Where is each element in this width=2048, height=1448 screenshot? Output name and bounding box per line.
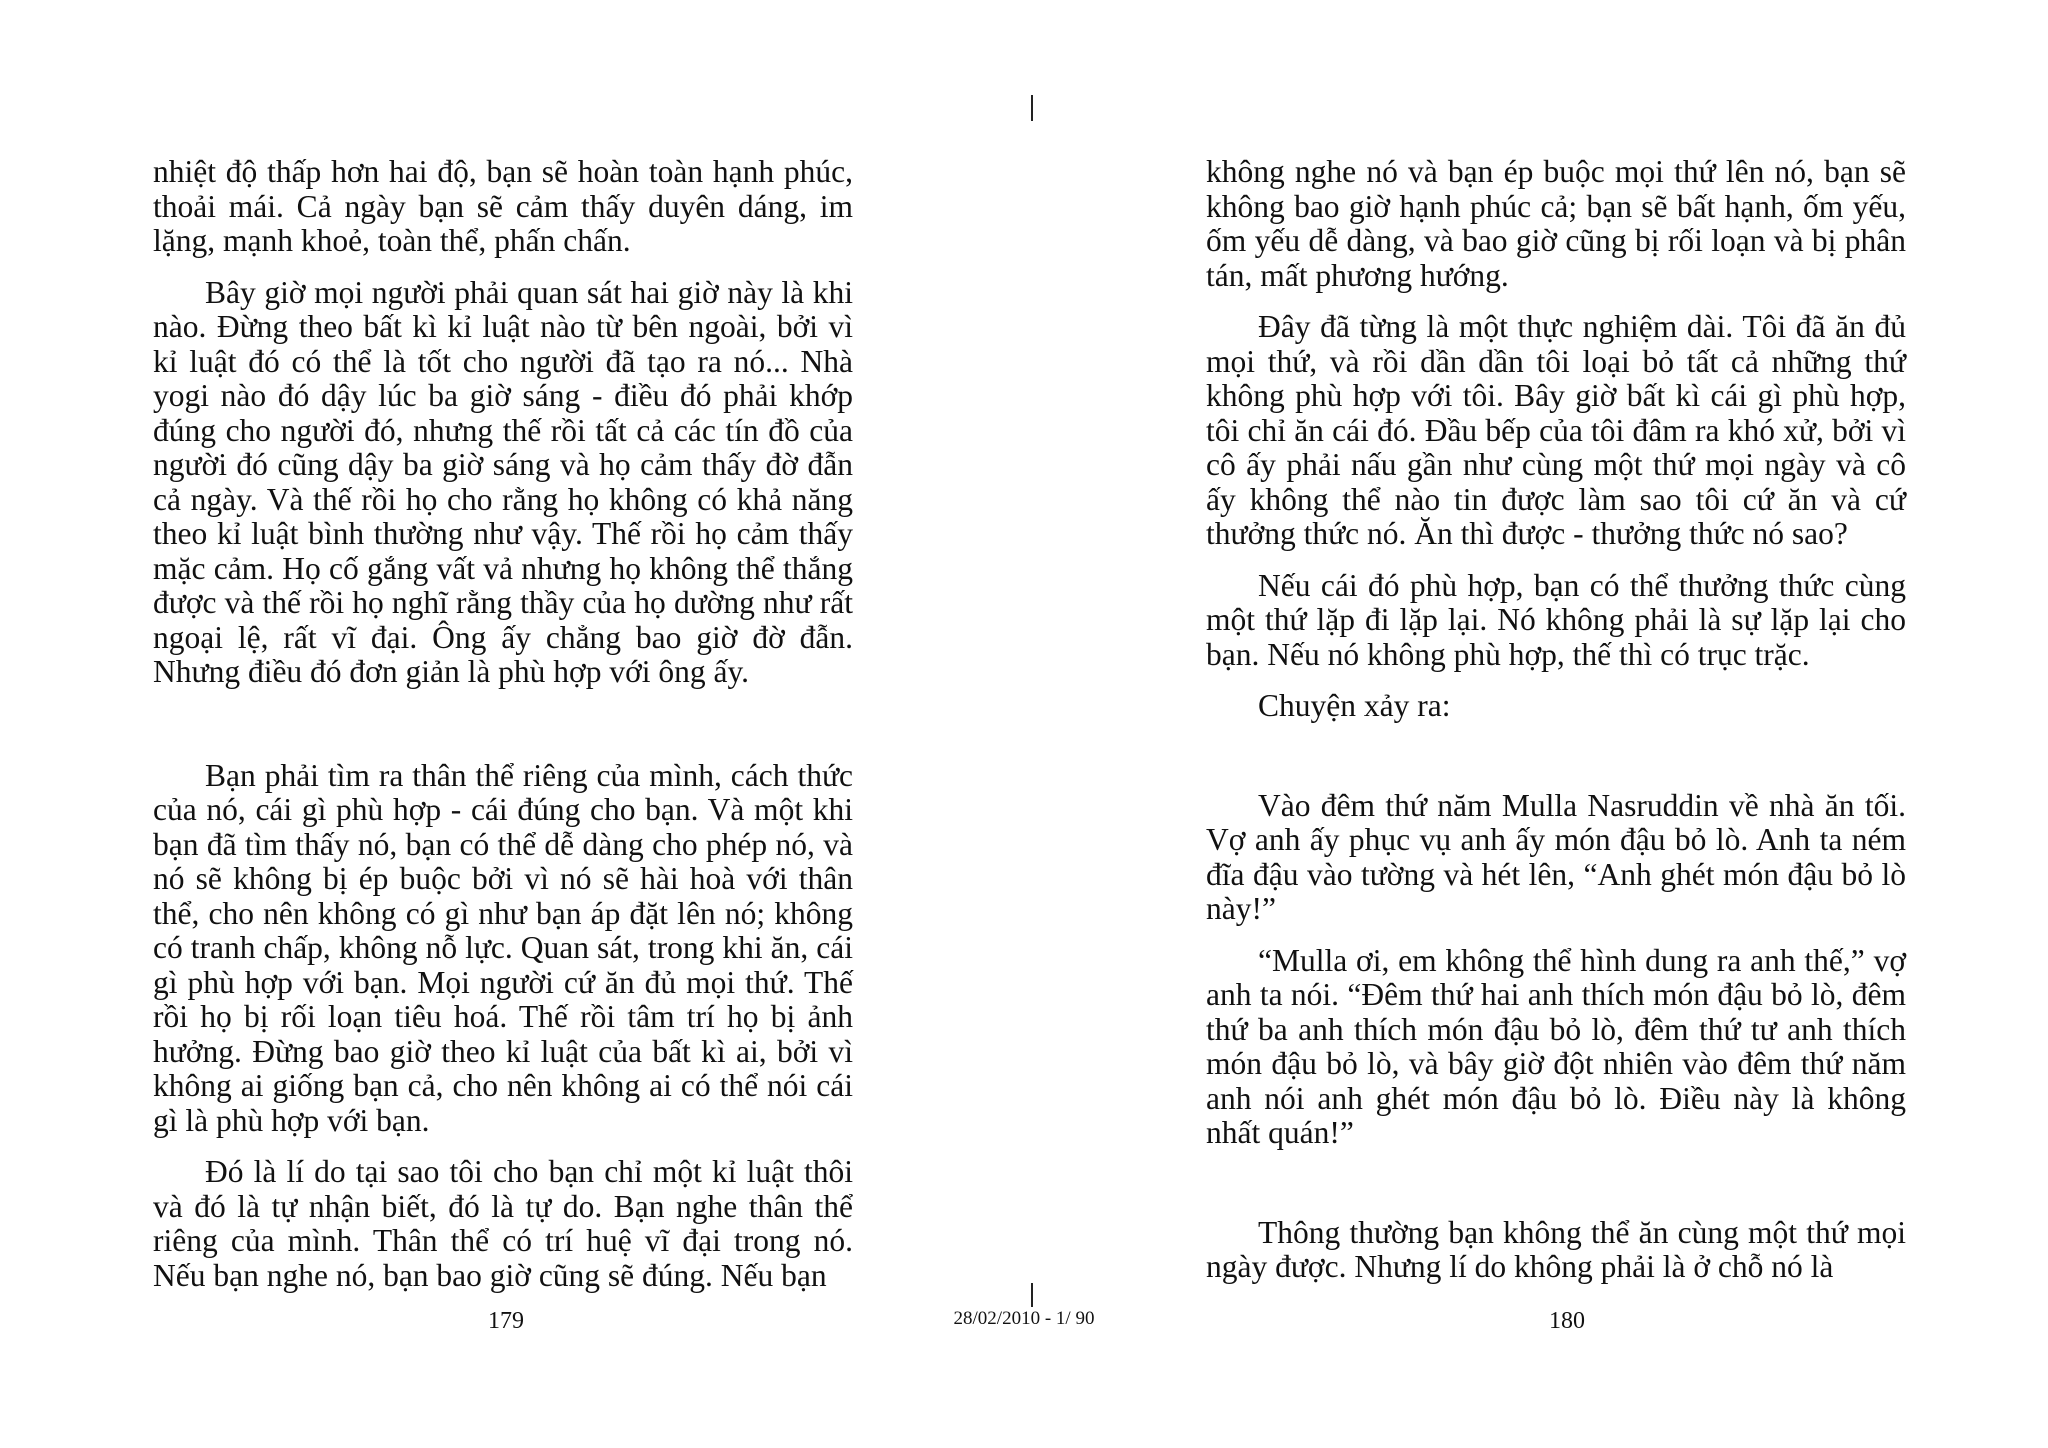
paragraph-gap	[1206, 1168, 1906, 1216]
crop-mark-top	[1031, 95, 1033, 121]
paragraph: Đó là lí do tại sao tôi cho bạn chỉ một kỉ luật thôi và đó là tự nhận biết, đó là tự do. Bạn nghe thân thể riêng của mình. Thân thể có trí huệ vĩ đại trong nó. Nếu bạn nghe nó, bạn bao giờ cũng sẽ đúng. Nếu bạn	[153, 1154, 853, 1293]
page-number-left: 179	[488, 1308, 524, 1334]
paragraph: Bây giờ mọi người phải quan sát hai giờ này là khi nào. Đừng theo bất kì kỉ luật nào từ bên ngoài, bởi vì kỉ luật đó có thể là tốt cho người đã tạo ra nó... Nhà yogi nào đó dậy lúc ba giờ sáng - điều đó phải khớp đúng cho người đó, nhưng thế rồi tất cả các tín đồ của người đó cũng dậy ba giờ sáng và họ cảm thấy đờ đẫn cả ngày. Và thế rồi họ cho rằng họ không có khả năng theo kỉ luật bình thường như vậy. Thế rồi họ cảm thấy mặc cảm. Họ cố gắng vất vả nhưng họ không thể thắng được và thế rồi họ nghĩ rằng thầy của họ dường như rất ngoại lệ, rất vĩ đại. Ông ấy chẳng bao giờ đờ đẫn. Nhưng điều đó đơn giản là phù hợp với ông ấy.	[153, 274, 853, 689]
paragraph: Bạn phải tìm ra thân thể riêng của mình, cách thức của nó, cái gì phù hợp - cái đúng cho bạn. Và một khi bạn đã tìm thấy nó, bạn có thể dễ dàng cho phép nó, và nó sẽ không bị ép buộc bởi vì nó sẽ hài hoà với thân thể, cho nên không có gì như bạn áp đặt lên nó; không có tranh chấp, không nỗ lực. Quan sát, trong khi ăn, cái gì phù hợp với bạn. Mọi người cứ ăn đủ mọi thứ. Thế rồi họ bị rối loạn tiêu hoá. Thế rồi tâm trí họ bị ảnh hưởng. Đừng bao giờ theo kỉ luật của bất kì ai, bởi vì không ai giống bạn cả, cho nên không ai có thể nói cái gì là phù hợp với bạn.	[153, 757, 853, 1138]
crop-mark-bottom	[1031, 1283, 1033, 1307]
paragraph-gap	[153, 707, 853, 759]
paragraph: Nếu cái đó phù hợp, bạn có thể thưởng thức cùng một thứ lặp đi lặp lại. Nó không phải là sự lặp lại cho bạn. Nếu nó không phù hợp, thế thì có trục trặc.	[1206, 567, 1906, 672]
right-page-text	[1206, 155, 1906, 1302]
left-page-text	[153, 155, 853, 1310]
paragraph: Thông thường bạn không thể ăn cùng một thứ mọi ngày được. Nhưng lí do không phải là ở chỗ nó là	[1206, 1214, 1906, 1284]
paragraph: Đây đã từng là một thực nghiệm dài. Tôi đã ăn đủ mọi thứ, và rồi dần dần tôi loại bỏ tất cả những thứ không phù hợp với tôi. Bây giờ bất kì cái gì phù hợp, tôi chỉ ăn cái đó. Đầu bếp của tôi đâm ra khó xử, bởi vì cô ấy phải nấu gần như cùng một thứ mọi ngày và cô ấy không thể nào tin được làm sao tôi cứ ăn và cứ thưởng thức nó. Ăn thì được - thưởng thức nó sao?	[1206, 309, 1906, 551]
page-number-right: 180	[1549, 1308, 1585, 1334]
paragraph: Vào đêm thứ năm Mulla Nasruddin về nhà ăn tối. Vợ anh ấy phục vụ anh ấy món đậu bỏ lò. Anh ta ném đĩa đậu vào tường và hét lên, “Anh ghét món đậu bỏ lò này!”	[1206, 787, 1906, 926]
paragraph: nhiệt độ thấp hơn hai độ, bạn sẽ hoàn toàn hạnh phúc, thoải mái. Cả ngày bạn sẽ cảm thấy duyên dáng, im lặng, mạnh khoẻ, toàn thể, phấn chấn.	[153, 154, 853, 258]
paragraph-gap	[1206, 741, 1906, 789]
paragraph: không nghe nó và bạn ép buộc mọi thứ lên nó, bạn sẽ không bao giờ hạnh phúc cả; bạn sẽ bất hạnh, ốm yếu, ốm yếu dễ dàng, và bao giờ cũng bị rối loạn và bị phân tán, mất phương hướng.	[1206, 154, 1906, 293]
paragraph: Chuyện xảy ra:	[1258, 688, 1451, 723]
footer-date-page: 28/02/2010 - 1/ 90	[953, 1308, 1095, 1329]
paragraph: “Mulla ơi, em không thể hình dung ra anh thế,” vợ anh ta nói. “Đêm thứ hai anh thích món đậu bỏ lò, đêm thứ ba anh thích món đậu bỏ lò, đêm thứ tư anh thích món đậu bỏ lò, và bây giờ đột nhiên vào đêm thứ năm anh nói anh ghét món đậu bỏ lò. Điều này là không nhất quán!”	[1206, 942, 1906, 1150]
